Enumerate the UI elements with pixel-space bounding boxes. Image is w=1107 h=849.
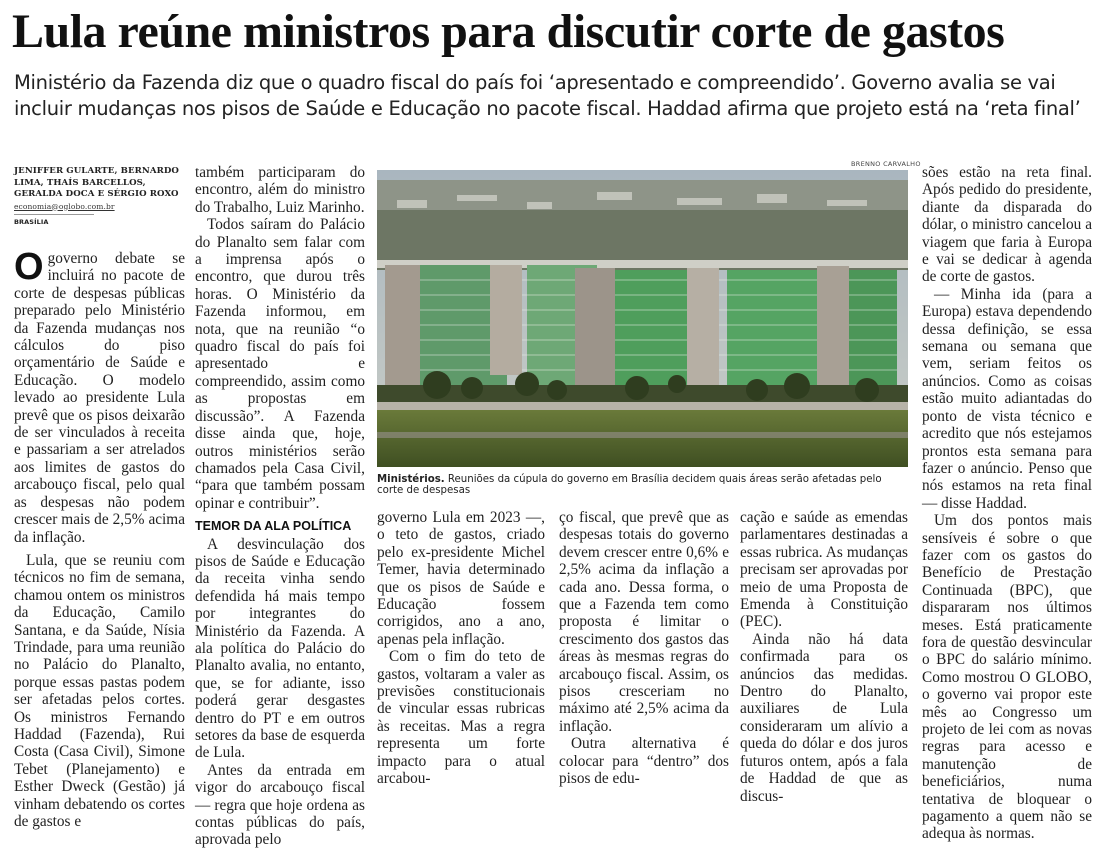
paragraph: — Minha ida (para a Europa) estava dependendo dessa definição, se essa semana ou semana que vem, seriam feitos os anúncios. Como as coisas estão muito adiantadas do ponto de vista técnico e acredito que nós estejamos prontos esta semana para fazer o anúncio. Penso que nós estamos na reta final — disse Haddad.	[922, 285, 1092, 512]
byline-email[interactable]: economia@oglobo.com.br	[14, 201, 115, 211]
article-column-5	[740, 509, 908, 805]
article-column-3	[377, 509, 545, 788]
paragraph: também participaram do encontro, além do ministro do Trabalho, Luiz Marinho.	[195, 164, 365, 216]
headline: Lula reúne ministros para discutir corte de gastos	[12, 5, 1005, 58]
paragraph: Todos saíram do Palácio do Planalto sem falar com a imprensa após o encontro, que durou três horas. O Ministério da Fazenda informou, em nota, que na reunião “o quadro fiscal do país foi apresentado e compreendido, assim como as propostas em discussão”. A Fazenda disse ainda que, hoje, outros ministérios serão chamados pela Casa Civil, “para que também possam opinar e contribuir”.	[195, 216, 365, 512]
photo-caption	[377, 474, 908, 496]
photo-credit: BRENNO CARVALHO	[851, 160, 921, 168]
article-column-2	[195, 164, 365, 849]
drop-cap: O	[14, 246, 44, 288]
paragraph: Ainda não há data confirmada para os anúncios das medidas. Dentro do Planalto, auxiliares de Lula consideraram um alívio a queda do dólar e dos juros futuros ontem, após a fala de Haddad de que as discus-	[740, 630, 908, 805]
photo-ministries	[377, 170, 908, 467]
paragraph: cação e saúde as emendas parlamentares destinadas a essas rubrica. As mudanças precisam ser aprovadas por meio de uma Proposta de Emenda à Constituição (PEC).	[740, 509, 908, 631]
paragraph: Antes da entrada em vigor do arcabouço fiscal — regra que hoje ordena as contas públicas do país, aprovada pelo	[195, 761, 365, 849]
byline	[14, 166, 184, 229]
article-column-1	[14, 246, 185, 830]
paragraph: governo Lula em 2023 —, o teto de gastos, criado pelo ex-presidente Michel Temer, havia determinado que os pisos de Saúde e Educação fossem corrigidos, ano a ano, apenas pela inflação.	[377, 509, 545, 648]
paragraph: sões estão na reta final. Após pedido do presidente, diante da disparada do dólar, o ministro cancelou a viagem que faria à Europa e vai se dedicar à agenda de corte de gastos.	[922, 164, 1092, 286]
paragraph: Um dos pontos mais sensíveis é sobre o que fazer com os gastos do Benefício de Prestação Continuada (BPC), que dispararam nos últimos meses. Está praticamente fora de questão desvincular o BPC do salário mínimo. Como mostrou O GLOBO, o governo vai propor este mês ao Congresso um projeto de lei com as novas regras para acesso e manutenção de beneficiários, numa tentativa de bloquear o pagamento a quem não se adequa às normas.	[922, 512, 1092, 843]
article-column-4	[559, 509, 729, 788]
paragraph: Com o fim do teto de gastos, voltaram a valer as previsões constitucionais de vincular essas rubricas às receitas. Mas a regra representa um forte impacto para o atual arcabou-	[377, 648, 545, 788]
article-column-6	[922, 164, 1092, 843]
byline-place: BRASÍLIA	[14, 214, 94, 229]
paragraph: Lula, que se reuniu com técnicos no fim de semana, chamou ontem os ministros da Educação, Camilo Santana, e da Saúde, Nísia Trindade, para uma reunião no Palácio do Planalto, porque essas pastas podem ser afetadas pelos cortes. Os ministros Fernando Haddad (Fazenda), Rui Costa (Casa Civil), Simone Tebet (Planejamento) e Esther Dweck (Gestão) já vinham debatendo os cortes de gastos e	[14, 551, 185, 830]
section-subhead: TEMOR DA ALA POLÍTICA	[195, 519, 352, 534]
caption-label: Ministérios.	[377, 474, 445, 485]
paragraph: Outra alternativa é colocar para “dentro” dos pisos de edu-	[559, 735, 729, 788]
byline-authors: JENIFFER GULARTE, BERNARDO LIMA, THAÍS BARCELLOS, GERALDA DOCA E SÉRGIO ROXO	[14, 166, 179, 199]
paragraph: ço fiscal, que prevê que as despesas totais do governo devem crescer entre 0,6% e 2,5% acima da inflação a cada ano. Dessa forma, o que a Fazenda tem como proposta é limitar o crescimento dos gastos das áreas às mesmas regras do arcabouço fiscal. Assim, os pisos cresceriam no máximo até 2,5% acima da inflação.	[559, 509, 729, 735]
paragraph: A desvinculação dos pisos de Saúde e Educação da receita vinha sendo defendida há mais tempo por integrantes do Ministério da Fazenda. A ala política do Palácio do Planalto avalia, no entanto, que, se for adiante, isso poderá gerar desgastes dentro do PT e em outros setores da base de esquerda de Lula.	[195, 535, 365, 762]
deck-subtitle: Ministério da Fazenda diz que o quadro fiscal do país foi ‘apresentado e compreendido’. Governo avalia se vai incluir mudanças nos pisos de Saúde e Educação no pacote fiscal. Haddad afirma que projeto está na ‘reta final’	[14, 71, 1081, 120]
paragraph: Ogoverno debate se incluirá no pacote de corte de despesas públicas preparado pelo Ministério da Fazenda mudanças nos cálculos do piso orçamentário de Saúde e Educação. O modelo levado ao presidente Lula prevê que os pisos deixarão de ser vinculados à receita e passariam a ser atrelados aos limites de gastos do arcabouço fiscal, pelo qual as despesas não podem crescer mais de 2,5% acima da inflação.	[14, 246, 185, 546]
ministries-photo-illustration	[377, 170, 908, 467]
caption-text: Reuniões da cúpula do governo em Brasília decidem quais áreas serão afetadas pelo corte de despesas	[377, 474, 882, 496]
